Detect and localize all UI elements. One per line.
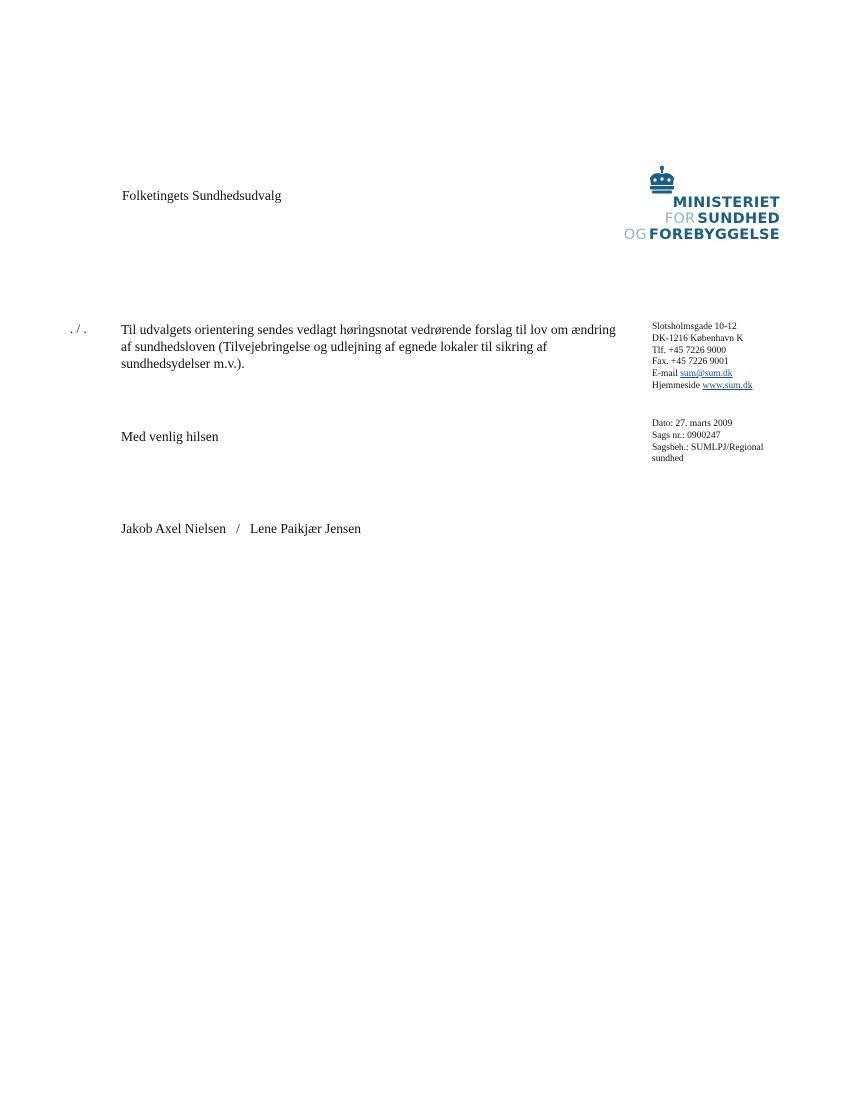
logo-line-2-prefix: FOR xyxy=(664,211,696,227)
meta-handler: Sagsbeh.: SUMLPJ/Regional sundhed xyxy=(652,442,764,465)
ministry-logo xyxy=(615,165,790,247)
email-link[interactable]: sum@sum.dk xyxy=(680,369,733,380)
recipient: Folketingets Sundhedsudvalg xyxy=(122,188,282,203)
logo-line-1: MINISTERIET xyxy=(672,195,780,211)
meta-date: Dato: 27. marts 2009 xyxy=(652,419,733,429)
case-metadata xyxy=(652,419,792,466)
email-label: E-mail xyxy=(652,369,681,380)
logo-wordmark xyxy=(615,195,780,243)
address-city: DK-1216 København K xyxy=(652,333,744,344)
address-phone: Tlf. +45 7226 9000 xyxy=(652,345,726,356)
signature: Jakob Axel Nielsen / Lene Paikjær Jensen xyxy=(121,521,361,536)
enclosure-marker: . / . xyxy=(70,321,87,336)
web-label: Hjemmeside xyxy=(652,380,703,391)
sender-address xyxy=(652,322,792,393)
web-link[interactable]: www.sum.dk xyxy=(702,380,753,391)
logo-line-3-prefix: OG xyxy=(623,227,648,243)
greeting: Med venlig hilsen xyxy=(121,429,219,444)
crown-icon xyxy=(646,165,678,195)
address-email-row xyxy=(652,369,792,381)
logo-line-3: FOREBYGGELSE xyxy=(649,227,780,243)
address-fax: Fax. +45 7226 9001 xyxy=(652,357,729,368)
meta-case-number: Sags nr.: 0900247 xyxy=(652,430,721,441)
letter-body: Til udvalgets orientering sendes vedlagt høringsnotat vedrørende forslag til lov om ændring af sundhedsloven (Tilvejebringelse og udlejning af egnede lokaler til sikring af sundhedsydelser m.v.). xyxy=(121,322,616,371)
address-street: Slotsholmsgade 10-12 xyxy=(652,322,737,332)
logo-line-2: SUNDHED xyxy=(697,211,780,227)
address-web-row xyxy=(652,381,792,393)
